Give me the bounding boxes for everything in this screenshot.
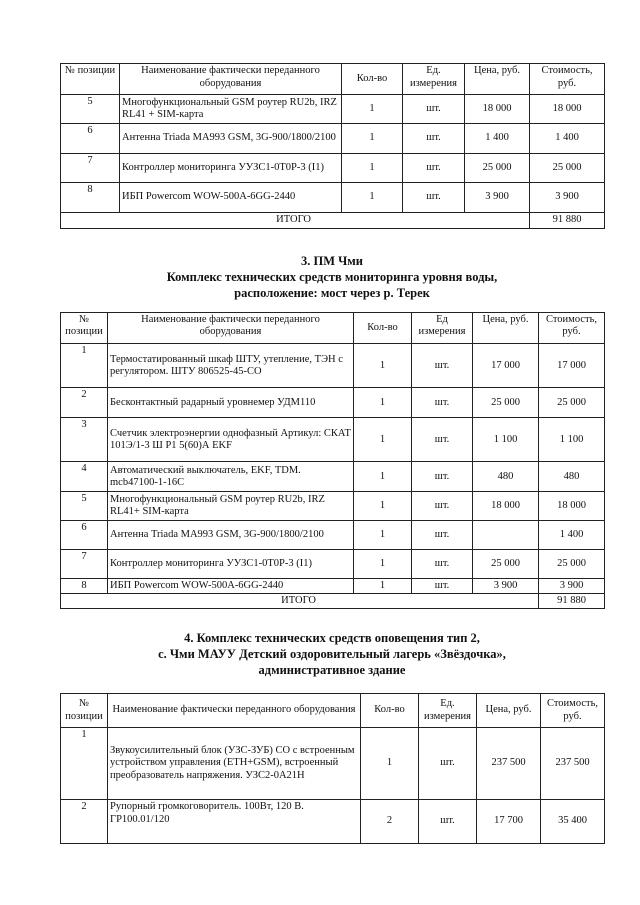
table-header-row [61, 313, 605, 344]
equipment-table-1 [60, 63, 605, 229]
section-3-heading: 3. ПМ Чми Комплекс технических средств мониторинга уровня воды, расположение: мост через р. Терек [166, 254, 498, 300]
table-header-row [61, 694, 605, 728]
col-header-qty: Кол-во [342, 64, 403, 95]
col-header-cost: Стоимость, руб. [530, 64, 605, 95]
col-header-name: Наименование фактически переданного оборудования [108, 694, 361, 728]
total-row [61, 594, 605, 609]
col-header-qty: Кол-во [361, 694, 419, 728]
section-4-heading: 4. Комплекс технических средств оповещения тип 2, с. Чми МАУУ Детский оздоровительный лагерь «Звёздочка», административное здание [158, 631, 506, 677]
col-header-cost: Стоимость, руб. [541, 694, 605, 728]
table-row: 6 Антенна Triada MA993 GSM, 3G-900/1800/2100 1 шт. 1 400 1 400 [61, 124, 605, 154]
col-header-unit: Ед измерения [412, 313, 473, 344]
table-row: 6 Антенна Triada MA993 GSM, 3G-900/1800/2100 1 шт. 1 400 [61, 521, 605, 550]
col-header-number: № позиции [61, 64, 120, 95]
table-row: 4 Автоматический выключатель, EKF, TDM. mcb47100-1-16C 1 шт. 480 480 [61, 462, 605, 492]
table-row: 1 Термостатированный шкаф ШТУ, утепление, ТЭН с регулятором. ШТУ 806525-45-СО 1 шт. 17 000 17 000 [61, 344, 605, 388]
total-label: ИТОГО [61, 213, 530, 229]
table-row: 5 Многофункциональный GSM роутер RU2b, IRZ RL41+ SIM-карта 1 шт. 18 000 18 000 [61, 492, 605, 521]
table-row: 7 Контроллер мониторинга УУЗС1-0Т0Р-3 (I1) 1 шт. 25 000 25 000 [61, 154, 605, 183]
col-header-price: Цена, руб. [473, 313, 539, 344]
table-row: 1 Звукоусилительный блок (УЗС-ЗУБ) СО с встроенным устройством управления (ETH+GSM), встроенный преобразователь напряжения. УЗС2-0А21Н 1 шт. 237 500 237 500 [61, 728, 605, 800]
table-row: 2 Бесконтактный радарный уровнемер УДМ110 1 шт. 25 000 25 000 [61, 388, 605, 418]
total-row [61, 213, 605, 229]
table-row: 8 ИБП Powercom WOW-500A-6GG-2440 1 шт. 3 900 3 900 [61, 579, 605, 594]
table-row: 3 Счетчик электроэнергии однофазный Артикул: СКАТ 101Э/1-3 Ш Р1 5(60)А EKF 1 шт. 1 100 1 100 [61, 418, 605, 462]
equipment-table-3 [60, 693, 605, 844]
col-header-price: Цена, руб. [477, 694, 541, 728]
total-label: ИТОГО [61, 594, 539, 609]
total-value: 91 880 [530, 213, 605, 229]
table-row: 5 Многофункциональный GSM роутер RU2b, IRZ RL41 + SIM-карта 1 шт. 18 000 18 000 [61, 95, 605, 124]
table-header-row [61, 64, 605, 95]
col-header-unit: Ед. измерения [403, 64, 465, 95]
table-row: 7 Контроллер мониторинга УУЗС1-0Т0Р-3 (I1) 1 шт. 25 000 25 000 [61, 550, 605, 579]
col-header-number: № позиции [61, 313, 108, 344]
equipment-table-2 [60, 312, 605, 609]
total-value: 91 880 [539, 594, 605, 609]
col-header-number: № позиции [61, 694, 108, 728]
col-header-unit: Ед. измерения [419, 694, 477, 728]
col-header-price: Цена, руб. [465, 64, 530, 95]
table-row: 2 Рупорный громкоговоритель. 100Вт, 120 В. ГР100.01/120 2 шт. 17 700 35 400 [61, 800, 605, 844]
col-header-name: Наименование фактически переданного оборудования [108, 313, 354, 344]
col-header-qty: Кол-во [354, 313, 412, 344]
col-header-cost: Стоимость, руб. [539, 313, 605, 344]
table-row: 8 ИБП Powercom WOW-500A-6GG-2440 1 шт. 3 900 3 900 [61, 183, 605, 213]
col-header-name: Наименование фактически переданного оборудования [120, 64, 342, 95]
